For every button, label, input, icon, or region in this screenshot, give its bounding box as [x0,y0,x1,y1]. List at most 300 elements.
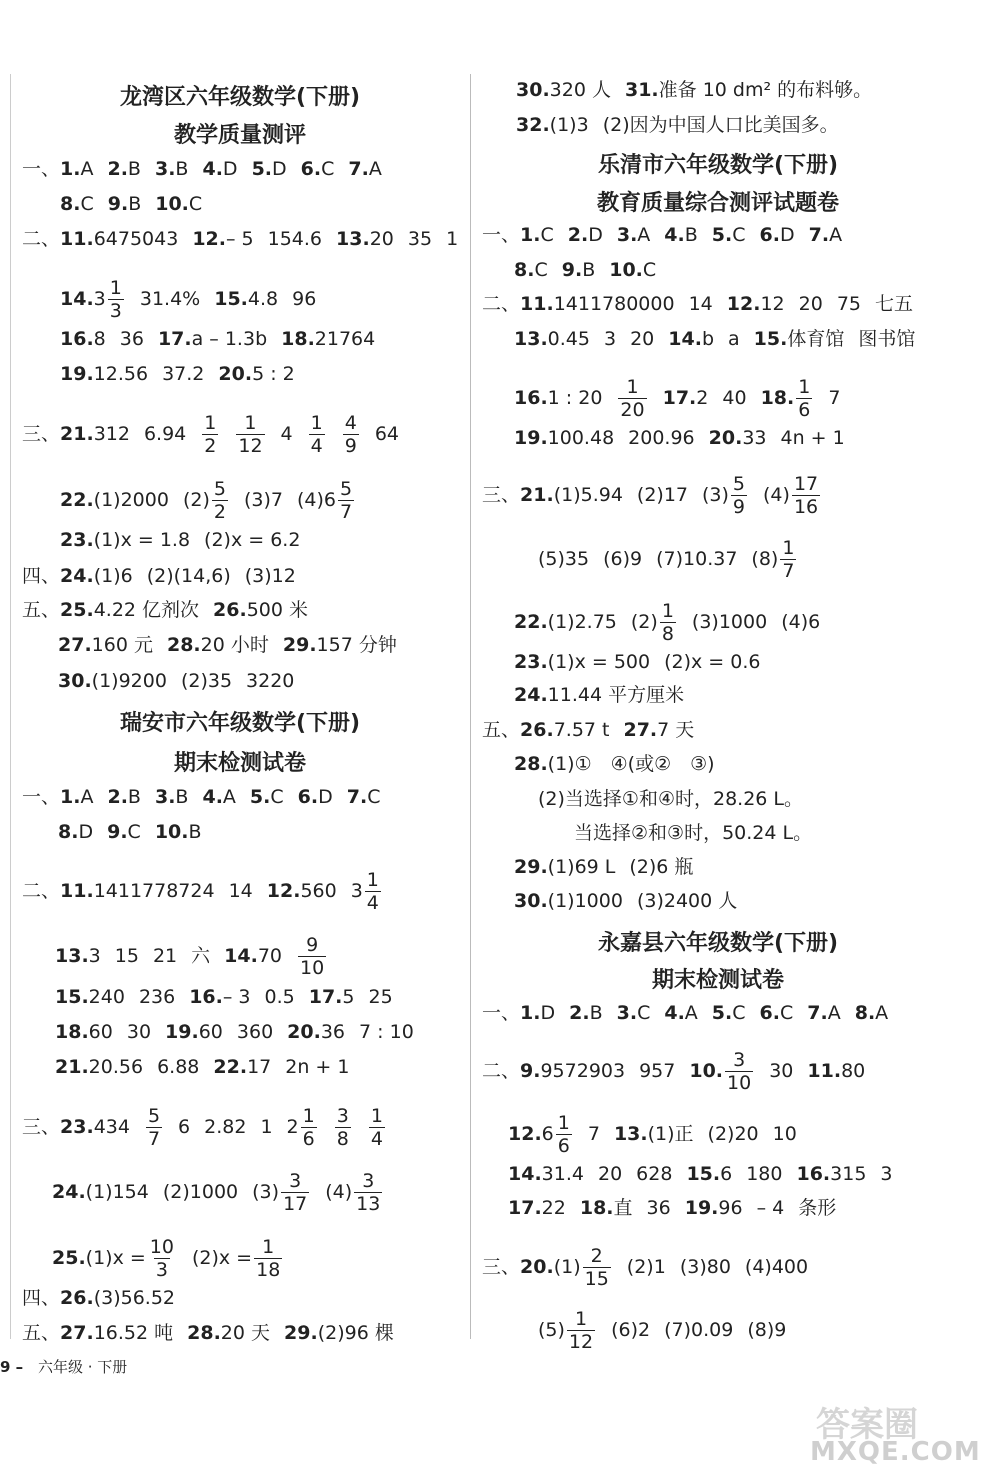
answer-group [144,1105,164,1150]
answer-line [508,1162,893,1186]
answer-group [265,985,295,1009]
answer-text: 20 [630,328,655,350]
answer-group [284,1321,394,1345]
fraction [365,869,381,914]
footer-grade: 六年级 · 下册 [37,1358,128,1376]
fraction-numerator: 1 [574,1308,588,1330]
question-number: 18. [760,387,795,409]
answer-group [747,1318,786,1342]
fraction-numerator: 3 [733,1049,746,1071]
answer-text: (6)9 [603,548,643,570]
question-number: 11. [60,880,94,902]
question-number: 7. [808,224,830,246]
answer-group [22,422,130,446]
answer-text: 图书馆 [858,328,916,350]
answer-text: A [368,158,382,180]
answer-line [22,1321,394,1345]
question-number: 6. [759,1002,780,1024]
fraction-denominator: 15 [584,1268,609,1290]
answer-text: 36 [119,328,144,350]
answer-text: 条形 [798,1197,837,1219]
answer-text: 20 小时 [200,634,269,656]
fraction-denominator: 6 [798,399,811,421]
answer-group [482,1059,625,1083]
answer-group [446,227,458,251]
answer-group [347,785,381,809]
fraction [369,1105,385,1150]
answer-group [283,633,397,657]
answer-text: (3)1000 [691,611,768,633]
fraction-numerator: 1 [366,869,379,891]
question-number: 2. [567,224,589,246]
fraction-numerator: 3 [336,1105,349,1127]
question-number: 18. [281,328,315,350]
question-number: 16. [796,1163,831,1185]
question-number: 20. [218,363,253,385]
question-number: 30. [514,890,548,912]
answer-text: (1)154 [85,1181,149,1203]
answer-text: 一、 [22,158,61,180]
answer-text: 准备 10 dm² 的布料够。 [658,79,873,101]
answer-group [287,1020,345,1044]
answer-group [636,1162,672,1186]
fraction-denominator: 10 [300,957,325,979]
answer-group [246,669,294,693]
answer-group [508,1162,584,1186]
answer-group [508,1196,566,1220]
fraction [556,1112,572,1157]
answer-group [647,1196,671,1220]
fraction [660,600,676,645]
answer-group [297,478,356,523]
question-number: 17. [508,1197,542,1219]
answer-text: 2 [696,387,709,409]
answer-group [60,528,190,552]
answer-group [538,1308,597,1353]
answer-text: C [80,193,94,215]
answer-text: (1)3 [549,114,589,136]
question-number: 4. [202,158,223,180]
answer-text: 33 [742,427,767,449]
fraction [298,934,326,979]
answer-group [637,889,737,913]
answer-group [746,1162,782,1186]
answer-group [178,1115,190,1139]
answer-line [482,292,913,316]
question-number: 1. [60,158,81,180]
answer-text: 31.4% [139,288,201,310]
answer-group [689,1049,755,1094]
title-yongjia: 永嘉县六年级数学(下册) [597,931,839,956]
question-number: 20. [708,427,743,449]
answer-line [516,78,872,102]
answer-text: 7 : 10 [359,1021,414,1043]
answer-group [153,944,177,968]
answer-text: (1)69 L [547,856,616,878]
answer-text: 体育馆 [787,328,845,350]
answer-text: 三、 [482,1256,521,1278]
fraction-denominator: 3 [109,300,122,322]
answer-group [127,1020,151,1044]
answer-text: 七五 [875,293,914,315]
answer-group [614,1122,694,1146]
answer-text: 30 [126,1021,152,1043]
answer-text: 60 [198,1021,223,1043]
answer-group [55,985,125,1009]
fraction [618,376,646,421]
answer-group [664,650,760,674]
answer-group [807,1001,840,1025]
question-number: 26. [60,1287,94,1309]
answer-line [514,855,693,879]
answer-text: 3 [603,328,617,350]
fraction-numerator: 1 [109,277,122,299]
answer-text: 7 [587,1123,600,1145]
answer-group [664,1318,733,1342]
answer-group [60,277,126,322]
answer-text: (1)2.75 [547,611,617,633]
answer-group [514,855,615,879]
answer-group [155,157,189,181]
answer-text: 三、 [22,423,61,445]
answer-text: 1 [446,228,459,250]
answer-text: 4.8 [247,288,279,310]
answer-group [627,1255,666,1279]
answer-group [155,820,202,844]
answer-text: 240 [88,986,125,1008]
answer-text: 22 [541,1197,566,1219]
answer-text: D [78,821,94,843]
question-number: 10. [155,193,189,215]
answer-text: (4)400 [744,1256,809,1278]
answer-line [482,718,694,742]
answer-group [287,1105,319,1150]
fraction [254,1236,282,1281]
question-number: 24. [514,684,548,706]
answer-line [514,650,760,674]
fraction-numerator: 10 [149,1236,174,1258]
answer-group [22,879,215,903]
question-number: 3. [616,224,638,246]
answer-line [22,785,380,809]
answer-text: 80 [841,1060,866,1082]
answer-text: (2)35 [180,670,233,692]
question-number: 27. [58,634,92,656]
answer-text: (2) [182,489,210,511]
question-number: 13. [514,328,548,350]
answer-group [60,362,148,386]
answer-line [516,113,839,137]
fraction-denominator: 9 [344,435,357,457]
answer-group [285,1055,349,1079]
watermark-url: MXQE.COM [810,1437,981,1467]
answer-text: 1411778724 [93,880,215,902]
answer-group [623,718,694,742]
answer-text: 312 [93,423,130,445]
answer-group [163,1180,238,1204]
answer-group [855,1001,888,1025]
answer-text: (3)56.52 [93,1287,175,1309]
answer-line [574,821,812,845]
fraction [212,478,228,523]
question-number: 8. [514,259,535,281]
answer-group [292,287,316,311]
answer-text: (1)x = 1.8 [93,529,191,551]
column-divider [470,74,471,1339]
fraction-numerator: 17 [793,473,819,495]
subtitle-yongjia: 期末检测试卷 [651,968,784,993]
question-number: 15. [55,986,89,1008]
answer-text: 6 [720,1163,733,1185]
answer-group [685,1196,743,1220]
question-number: 23. [60,529,94,551]
answer-group [781,426,845,450]
answer-group [58,633,153,657]
answer-group [757,1196,785,1220]
answer-group [751,537,798,582]
subtitle-ruian: 期末检测试卷 [173,751,306,776]
answer-line [514,376,840,421]
answer-group [692,610,767,634]
answer-group [482,223,554,247]
answer-text: D [779,224,795,246]
answer-line [22,1105,387,1150]
answer-text: 40 [722,387,747,409]
answer-line [514,752,715,776]
answer-group [218,362,294,386]
answer-group [108,192,142,216]
answer-group [828,386,840,410]
fraction-numerator: 9 [306,934,319,956]
fraction [583,1245,611,1290]
answer-group [639,1059,675,1083]
answer-line [22,869,383,914]
answer-group [107,157,141,181]
answer-text: 160 元 [91,634,153,656]
question-number: 9. [561,259,583,281]
answer-group [514,683,684,707]
answer-text: a [728,328,740,350]
answer-group [514,327,590,351]
fraction [202,412,218,457]
answer-text: A [829,224,843,246]
question-number: 24. [60,565,94,587]
answer-group [712,223,746,247]
answer-group [369,985,393,1009]
fraction-denominator: 2 [213,501,226,523]
answer-group [754,327,845,351]
question-number: 8. [60,193,81,215]
answer-text: – 3 [222,986,251,1008]
answer-group [580,1196,633,1220]
fraction-denominator: 10 [727,1072,752,1094]
question-number: 13. [613,1123,648,1145]
fraction-denominator: 6 [302,1128,315,1150]
answer-group [568,223,603,247]
page-number: 9 – [0,1358,24,1376]
fraction-numerator: 5 [340,478,353,500]
fraction-denominator: 4 [370,1128,383,1150]
question-number: 24. [52,1181,86,1203]
answer-group [244,488,283,512]
answer-group [569,1001,603,1025]
question-number: 3. [154,158,176,180]
question-number: 13. [55,945,89,967]
answer-group [514,426,614,450]
answer-group [799,292,823,316]
answer-text: (1)1000 [547,890,623,912]
answer-text: 315 [830,1163,867,1185]
answer-group [664,1001,697,1025]
answer-group [663,386,709,410]
answer-group [200,412,220,457]
question-number: 10. [689,1060,724,1082]
answer-line [60,277,316,322]
answer-line [482,1049,865,1094]
answer-group [574,821,812,845]
answer-group [367,1105,387,1150]
fraction-denominator: 3 [155,1259,168,1281]
answer-text: 7.57 t [553,719,610,741]
answer-group [482,292,675,316]
fraction-numerator: 1 [310,412,323,434]
question-number: 15. [686,1163,721,1185]
answer-group [309,985,355,1009]
answer-text: (8)9 [747,1319,787,1341]
answer-group [213,598,308,622]
answer-group [359,1020,414,1044]
fraction [301,1105,317,1150]
answer-text: D [222,158,238,180]
answer-group [727,292,785,316]
fraction-denominator: 12 [568,1331,594,1353]
answer-group [348,157,381,181]
answer-group [189,985,250,1009]
answer-text: D [588,224,603,246]
fraction-numerator: 1 [626,376,639,398]
answer-text: b [701,328,714,350]
question-number: 2. [107,158,128,180]
question-number: 14. [60,288,94,310]
answer-group [157,1055,199,1079]
answer-group [617,223,650,247]
answer-text: 64 [374,423,400,445]
answer-text: 二、 [22,880,61,902]
answer-text: (2)6 瓶 [629,856,694,878]
question-number: 12. [726,293,761,315]
question-number: 1. [520,224,541,246]
fraction [567,1308,595,1353]
answer-group [55,1055,143,1079]
fraction [148,1236,176,1281]
question-number: 31. [624,79,659,101]
question-number: 30. [58,670,92,692]
answer-group [603,113,839,137]
answer-group [482,1001,555,1025]
answer-text: (4)6 [781,611,821,633]
answer-group [630,327,654,351]
answer-text: 21764 [314,328,376,350]
answer-group [482,1245,613,1290]
answer-group [880,1162,892,1186]
question-number: 23. [60,1116,94,1138]
answer-text: 20 [798,293,823,315]
answer-text: B [127,786,141,808]
answer-group [296,934,328,979]
answer-text: 6.88 [157,1056,200,1078]
answer-text: 五、 [22,1322,61,1344]
answer-text: (7)0.09 [664,1319,734,1341]
fraction [792,473,820,518]
answer-text: C [534,259,548,281]
question-number: 25. [52,1247,86,1269]
answer-text: (3) [702,484,729,506]
answer-line [55,1055,349,1079]
answer-group [155,785,189,809]
answer-line [52,1236,284,1281]
answer-text: 236 [138,986,176,1008]
answer-group [52,1180,149,1204]
answer-text: B [175,786,189,808]
answer-text: (3)80 [679,1256,731,1278]
question-number: 29. [284,1322,318,1344]
answer-line [58,669,294,693]
answer-group [712,1001,746,1025]
answer-text: 957 [639,1060,676,1082]
answer-group [656,547,737,571]
answer-text: (4) [325,1181,353,1203]
answer-group [514,889,623,913]
answer-text: 四、 [22,1287,61,1309]
question-number: 26. [520,719,554,741]
answer-text: A [80,786,94,808]
answer-text: 6475043 [93,228,179,250]
answer-group [140,287,200,311]
answer-group [351,869,383,914]
watermark-logo [796,1397,996,1467]
answer-text: 3 [350,880,363,902]
answer-group [603,547,642,571]
question-number: 18. [55,1021,89,1043]
fraction-numerator: 1 [798,376,811,398]
answer-text: 一、 [22,786,61,808]
answer-group [107,785,141,809]
subtitle-yueqing: 教育质量综合测评试题卷 [596,191,839,216]
answer-text: 10 [772,1123,797,1145]
answer-text: 6 [178,1116,191,1138]
answer-text: (2)96 棵 [317,1322,394,1344]
answer-text: C [637,1002,651,1024]
answer-group [336,227,394,251]
answer-text: D [540,1002,556,1024]
fraction-denominator: 4 [310,435,323,457]
fraction-numerator: 3 [362,1170,375,1192]
fraction-numerator: 2 [590,1245,603,1267]
answer-text: 0.5 [264,986,295,1008]
answer-text: 75 [836,293,861,315]
answer-text: 0.45 [547,328,590,350]
answer-text: A [637,224,651,246]
answer-text: (1) [553,1256,581,1278]
question-number: 4. [202,786,223,808]
answer-text: (2)x = 0.6 [664,651,761,673]
answer-group [702,473,749,518]
fraction-denominator: 7 [147,1128,161,1150]
fraction-denominator: 12 [238,435,263,457]
answer-line [514,426,845,450]
answer-text: 12 [760,293,785,315]
answer-group [875,292,913,316]
